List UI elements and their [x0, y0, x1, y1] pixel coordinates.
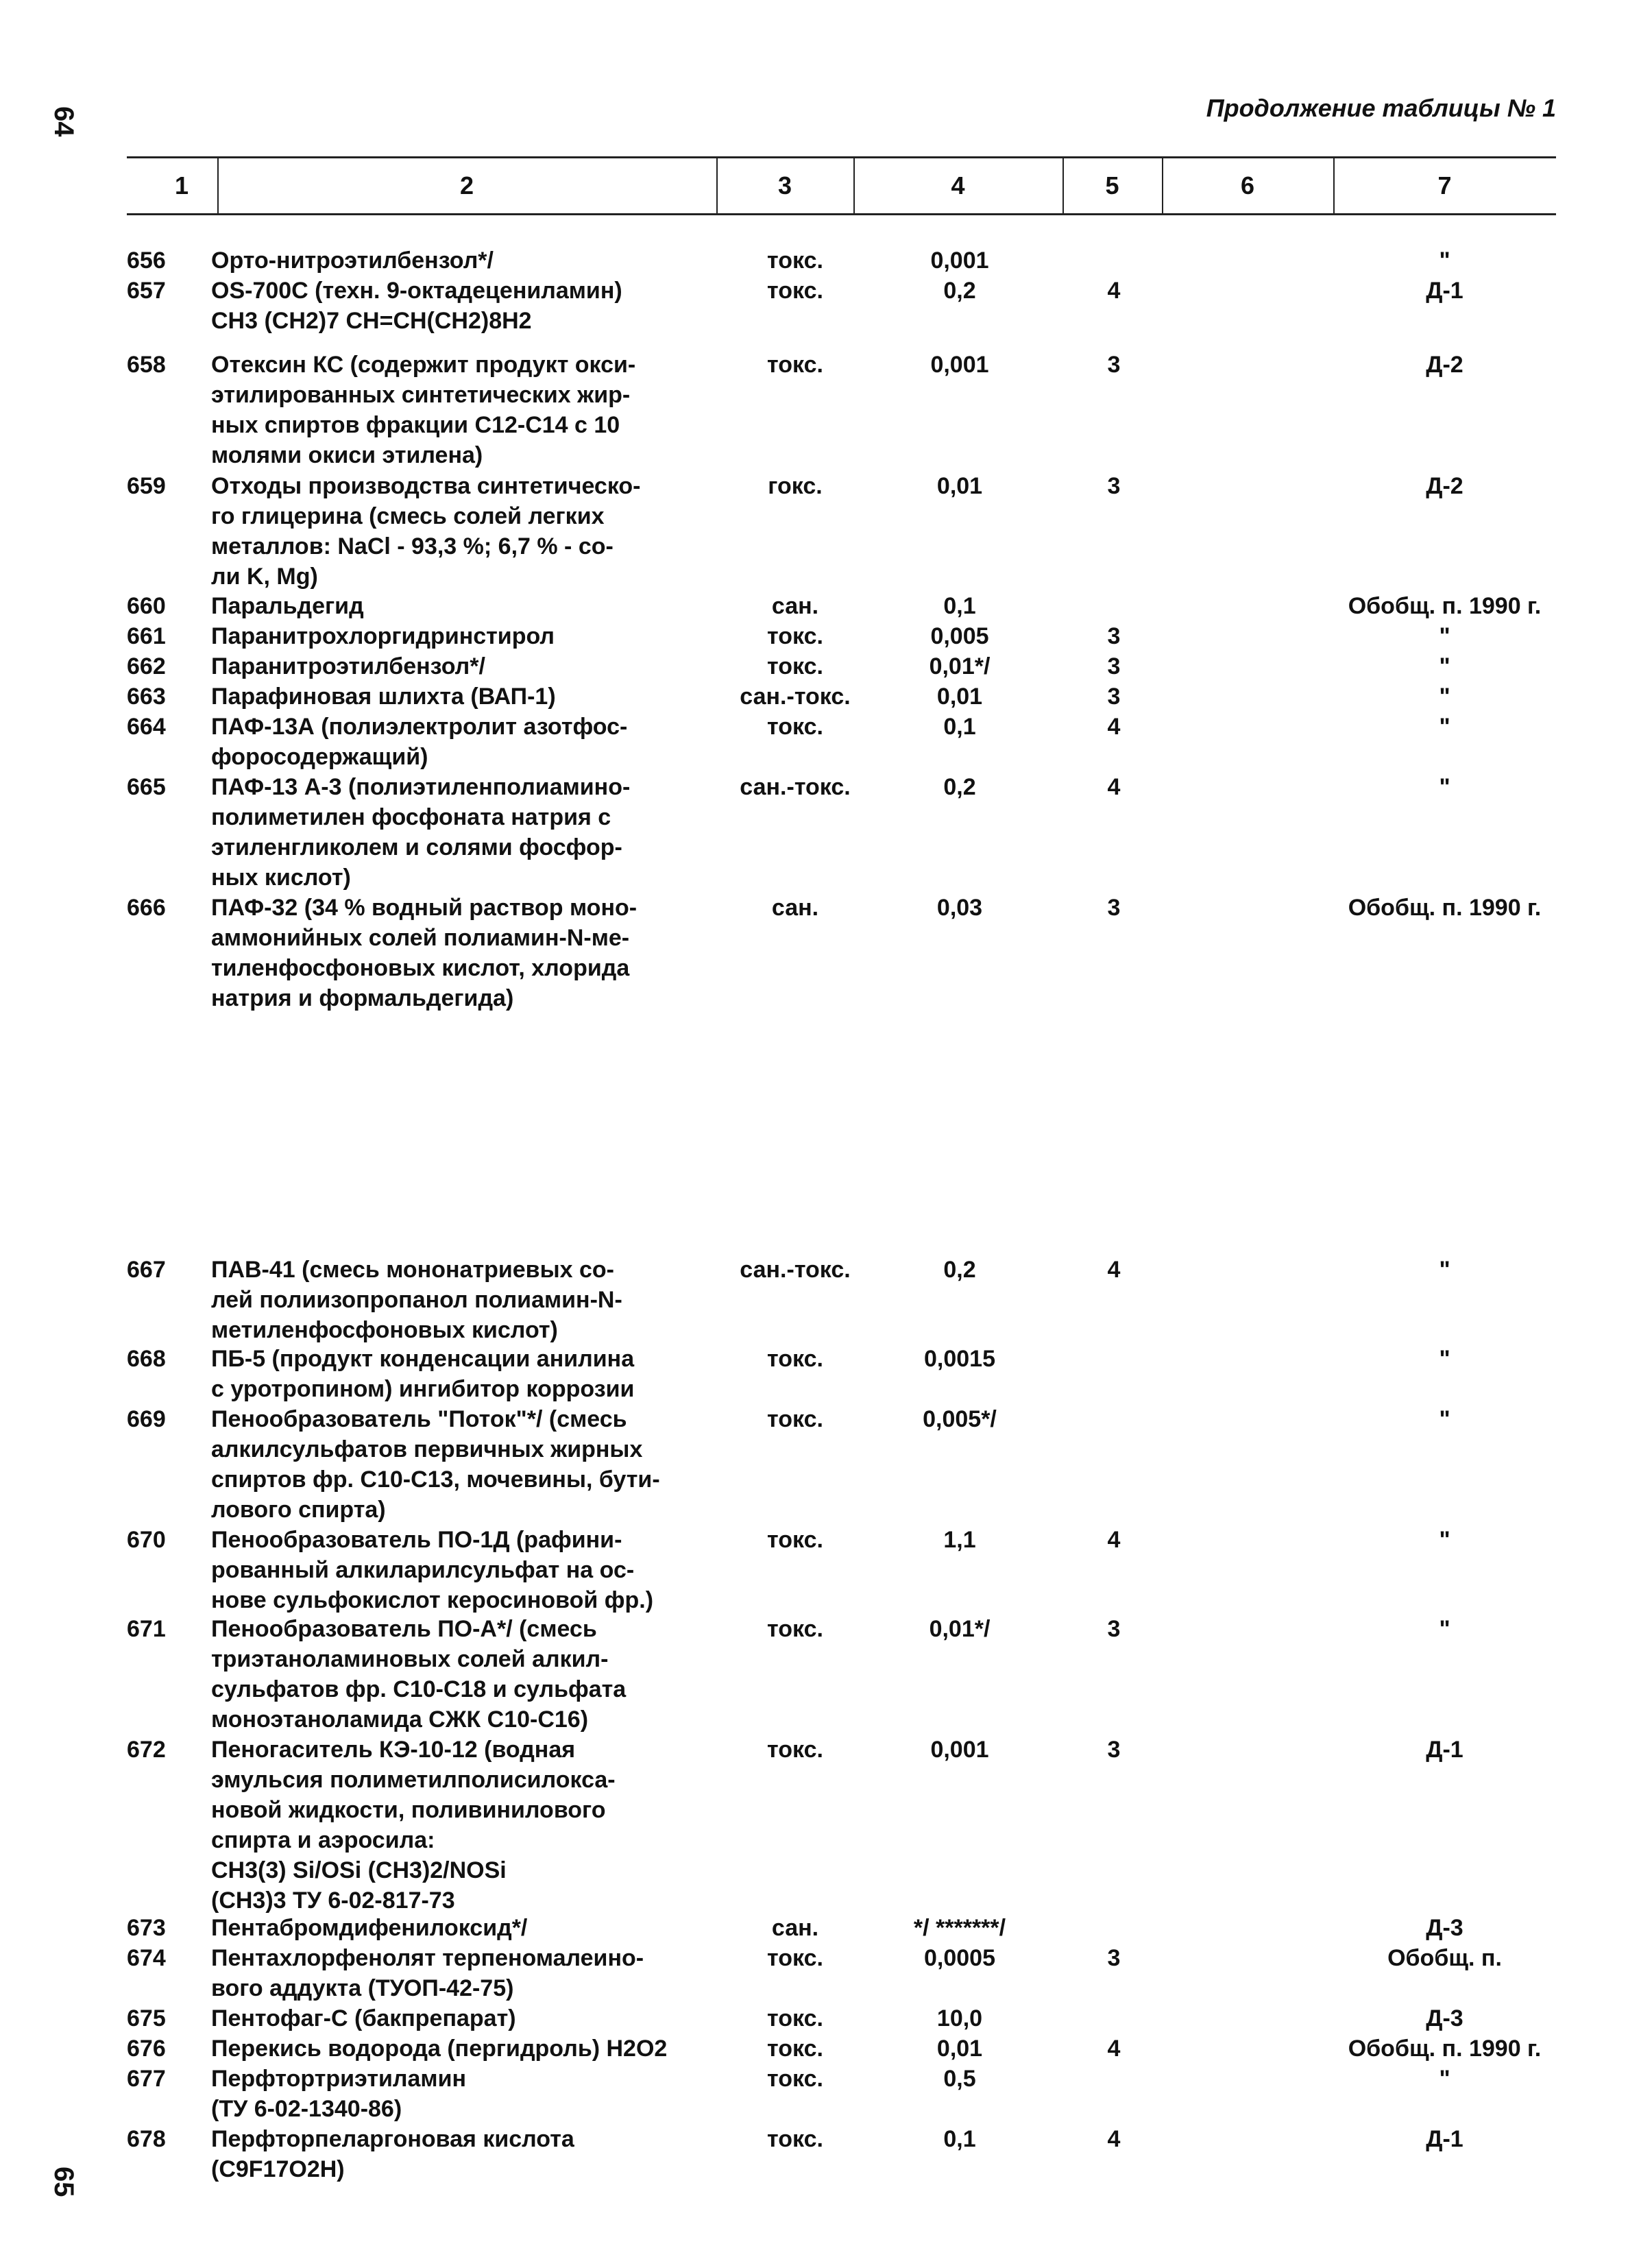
concentration-value: 0,01*/ — [929, 1616, 991, 1642]
hazard-type: токс. — [767, 2126, 823, 2152]
normative-note: " — [1439, 774, 1450, 800]
hazard-type: токс. — [767, 714, 823, 740]
substance-name: Отексин КС (содержит продукт окси- этилированных синтетических жир- ных спиртов фракции C12-C14 с 10 молями окиси этилена) — [211, 352, 636, 468]
concentration-value: 1,1 — [943, 1527, 976, 1553]
normative-note: Обобщ. п. 1990 г. — [1348, 895, 1542, 921]
row-number: 678 — [127, 2126, 166, 2152]
page-number-bottom: 65 — [49, 2167, 79, 2197]
hazard-class: 4 — [1107, 2126, 1121, 2152]
row-number: 661 — [127, 623, 166, 649]
concentration-value: 0,0015 — [924, 1346, 995, 1372]
hazard-class: 3 — [1107, 1945, 1121, 1971]
concentration-value: 0,005*/ — [923, 1406, 997, 1432]
concentration-value: 10,0 — [936, 2005, 983, 2031]
concentration-value: 0,1 — [943, 593, 976, 619]
substance-name: Пентофаг-С (бакпрепарат) — [211, 2005, 516, 2031]
normative-note: " — [1439, 684, 1450, 710]
substance-name: ПАФ-13А (полиэлектролит азотфос- форосодержащий) — [211, 714, 628, 770]
header-col-4: 4 — [951, 171, 965, 200]
normative-note: " — [1439, 1527, 1450, 1553]
substance-name: Паранитрохлоргидринстирол — [211, 623, 555, 649]
hazard-type: сан. — [771, 593, 819, 619]
substance-name: Орто-нитроэтилбензол*/ — [211, 248, 494, 274]
header-col-2: 2 — [459, 171, 474, 200]
normative-note: " — [1439, 1257, 1450, 1283]
row-number: 660 — [127, 593, 166, 619]
normative-note: " — [1439, 714, 1450, 740]
row-number: 656 — [127, 248, 166, 274]
normative-note: " — [1439, 653, 1450, 679]
row-number: 673 — [127, 1915, 166, 1941]
row-number: 674 — [127, 1945, 166, 1971]
normative-note: " — [1439, 623, 1450, 649]
hazard-type: сан.-токс. — [740, 774, 851, 800]
hazard-class: 3 — [1107, 895, 1121, 921]
hazard-class: 4 — [1107, 278, 1121, 304]
substance-name: Перфтортриэтиламин (ТУ 6-02-1340-86) — [211, 2066, 467, 2122]
normative-note: Д-1 — [1426, 1737, 1463, 1763]
continuation-title: Продолжение таблицы № 1 — [1206, 94, 1556, 122]
concentration-value: 0,1 — [943, 714, 976, 740]
row-number: 665 — [127, 774, 166, 800]
hazard-type: токс. — [767, 2036, 823, 2062]
substance-name: Пенообразователь ПО-А*/ (смесь триэтаноламиновых солей алкил- сульфатов фр. C10-C18 и сульфата моноэтаноламида СЖК C10-C16) — [211, 1616, 627, 1733]
table-header — [127, 156, 1556, 215]
header-col-3: 3 — [777, 171, 792, 200]
hazard-type: сан.-токс. — [740, 1257, 851, 1283]
hazard-type: токс. — [767, 2005, 823, 2031]
concentration-value: 0,1 — [943, 2126, 976, 2152]
normative-note: Д-2 — [1426, 473, 1463, 499]
substance-name: ПБ-5 (продукт конденсации анилина с уротропином) ингибитор коррозии — [211, 1346, 635, 1402]
concentration-value: 0,01 — [936, 2036, 983, 2062]
row-number: 664 — [127, 714, 166, 740]
row-number: 667 — [127, 1257, 166, 1283]
row-number: 668 — [127, 1346, 166, 1372]
normative-note: Д-1 — [1426, 2126, 1463, 2152]
hazard-type: сан. — [771, 1915, 819, 1941]
hazard-class: 4 — [1107, 2036, 1121, 2062]
row-number: 657 — [127, 278, 166, 304]
hazard-class: 4 — [1107, 1257, 1121, 1283]
substance-name: Парафиновая шлихта (ВАП-1) — [211, 684, 556, 710]
concentration-value: 0,001 — [930, 352, 989, 378]
hazard-type: гокс. — [768, 473, 823, 499]
substance-name: Пенообразователь "Поток"*/ (смесь алкилсульфатов первичных жирных спиртов фр. C10-C13, мочевины, бути- лового спирта) — [211, 1406, 660, 1523]
hazard-type: сан.-токс. — [740, 684, 851, 710]
hazard-type: токс. — [767, 278, 823, 304]
concentration-value: 0,2 — [943, 1257, 976, 1283]
hazard-class: 3 — [1107, 653, 1121, 679]
hazard-type: токс. — [767, 1527, 823, 1553]
hazard-class: 4 — [1107, 714, 1121, 740]
hazard-class: 4 — [1107, 774, 1121, 800]
row-number: 663 — [127, 684, 166, 710]
hazard-class: 3 — [1107, 1737, 1121, 1763]
row-number: 659 — [127, 473, 166, 499]
hazard-type: токс. — [767, 248, 823, 274]
row-number: 658 — [127, 352, 166, 378]
hazard-type: токс. — [767, 1346, 823, 1372]
substance-name: Паранитроэтилбензол*/ — [211, 653, 485, 679]
hazard-class: 4 — [1107, 1527, 1121, 1553]
concentration-value: 0,001 — [930, 1737, 989, 1763]
normative-note: Д-1 — [1426, 278, 1463, 304]
row-number: 672 — [127, 1737, 166, 1763]
header-col-1: 1 — [174, 171, 189, 200]
normative-note: " — [1439, 1406, 1450, 1432]
substance-name: Пентабромдифенилоксид*/ — [211, 1915, 528, 1941]
hazard-type: токс. — [767, 623, 823, 649]
header-col-6: 6 — [1240, 171, 1255, 200]
substance-name: Пеногаситель КЭ-10-12 (водная эмульсия полиметилполисилокса- новой жидкости, поливинилового спирта и аэросила: CH3(3) Si/OSi (CH3)2/NOSi (CH3)3 ТУ 6-02-817-73 — [211, 1737, 616, 1914]
hazard-type: сан. — [771, 895, 819, 921]
normative-note: " — [1439, 248, 1450, 274]
row-number: 666 — [127, 895, 166, 921]
normative-note: Обобщ. п. 1990 г. — [1348, 2036, 1542, 2062]
normative-note: Д-3 — [1426, 1915, 1463, 1941]
concentration-value: 0,0005 — [924, 1945, 995, 1971]
page-number-top: 64 — [49, 106, 79, 137]
concentration-value: 0,01 — [936, 684, 983, 710]
hazard-class: 3 — [1107, 684, 1121, 710]
hazard-type: токс. — [767, 1616, 823, 1642]
substance-name: Перекись водорода (пергидроль) H2O2 — [211, 2036, 668, 2062]
hazard-type: токс. — [767, 1945, 823, 1971]
normative-note: " — [1439, 2066, 1450, 2092]
concentration-value: 0,001 — [930, 248, 989, 274]
row-number: 677 — [127, 2066, 166, 2092]
hazard-type: токс. — [767, 1406, 823, 1432]
concentration-value: 0,01 — [936, 473, 983, 499]
hazard-class: 3 — [1107, 1616, 1121, 1642]
concentration-value: 0,5 — [943, 2066, 976, 2092]
concentration-value: 0,005 — [930, 623, 989, 649]
concentration-value: */ *******/ — [913, 1915, 1006, 1941]
substance-name: ПАФ-13 А-3 (полиэтиленполиамино- полиметилен фосфоната натрия с этиленгликолем и солями фосфор- ных кислот) — [211, 774, 631, 891]
normative-note: Д-2 — [1426, 352, 1463, 378]
hazard-type: токс. — [767, 2066, 823, 2092]
substance-name: Паральдегид — [211, 593, 364, 619]
hazard-class: 3 — [1107, 623, 1121, 649]
row-number: 676 — [127, 2036, 166, 2062]
concentration-value: 0,01*/ — [929, 653, 991, 679]
normative-note: " — [1439, 1616, 1450, 1642]
normative-note: Обобщ. п. — [1387, 1945, 1502, 1971]
header-col-7: 7 — [1437, 171, 1452, 200]
hazard-class: 3 — [1107, 352, 1121, 378]
substance-name: OS-700C (техн. 9-октадецениламин) CH3 (CH2)7 CH=CH(CH2)8H2 — [211, 278, 622, 334]
concentration-value: 0,2 — [943, 278, 976, 304]
substance-name: ПАФ-32 (34 % водный раствор моно- аммонийных солей полиамин-N-ме- тиленфосфоновых кислот, хлорида натрия и формальдегида) — [211, 895, 637, 1011]
row-number: 662 — [127, 653, 166, 679]
hazard-type: токс. — [767, 352, 823, 378]
row-number: 671 — [127, 1616, 166, 1642]
normative-note: Д-3 — [1426, 2005, 1463, 2031]
header-col-5: 5 — [1105, 171, 1119, 200]
row-number: 669 — [127, 1406, 166, 1432]
row-number: 670 — [127, 1527, 166, 1553]
substance-name: Отходы производства синтетическо- го глицерина (смесь солей легких металлов: NaCl - 93,3 %; 6,7 % - со- ли K, Mg) — [211, 473, 641, 590]
row-number: 675 — [127, 2005, 166, 2031]
concentration-value: 0,03 — [936, 895, 983, 921]
substance-name: ПАВ-41 (смесь мононатриевых со- лей полиизопропанол полиамин-N- метиленфосфоновых кислот) — [211, 1257, 622, 1343]
normative-note: " — [1439, 1346, 1450, 1372]
substance-name: Перфторпеларгоновая кислота (C9F17O2H) — [211, 2126, 574, 2182]
hazard-type: токс. — [767, 1737, 823, 1763]
substance-name: Пенообразователь ПО-1Д (рафини- рованный алкиларилсульфат на ос- нове сульфокислот керосиновой фр.) — [211, 1527, 654, 1613]
substance-name: Пентахлорфенолят терпеномалеино- вого аддукта (ТУОП-42-75) — [211, 1945, 644, 2001]
hazard-type: токс. — [767, 653, 823, 679]
normative-note: Обобщ. п. 1990 г. — [1348, 593, 1542, 619]
concentration-value: 0,2 — [943, 774, 976, 800]
hazard-class: 3 — [1107, 473, 1121, 499]
